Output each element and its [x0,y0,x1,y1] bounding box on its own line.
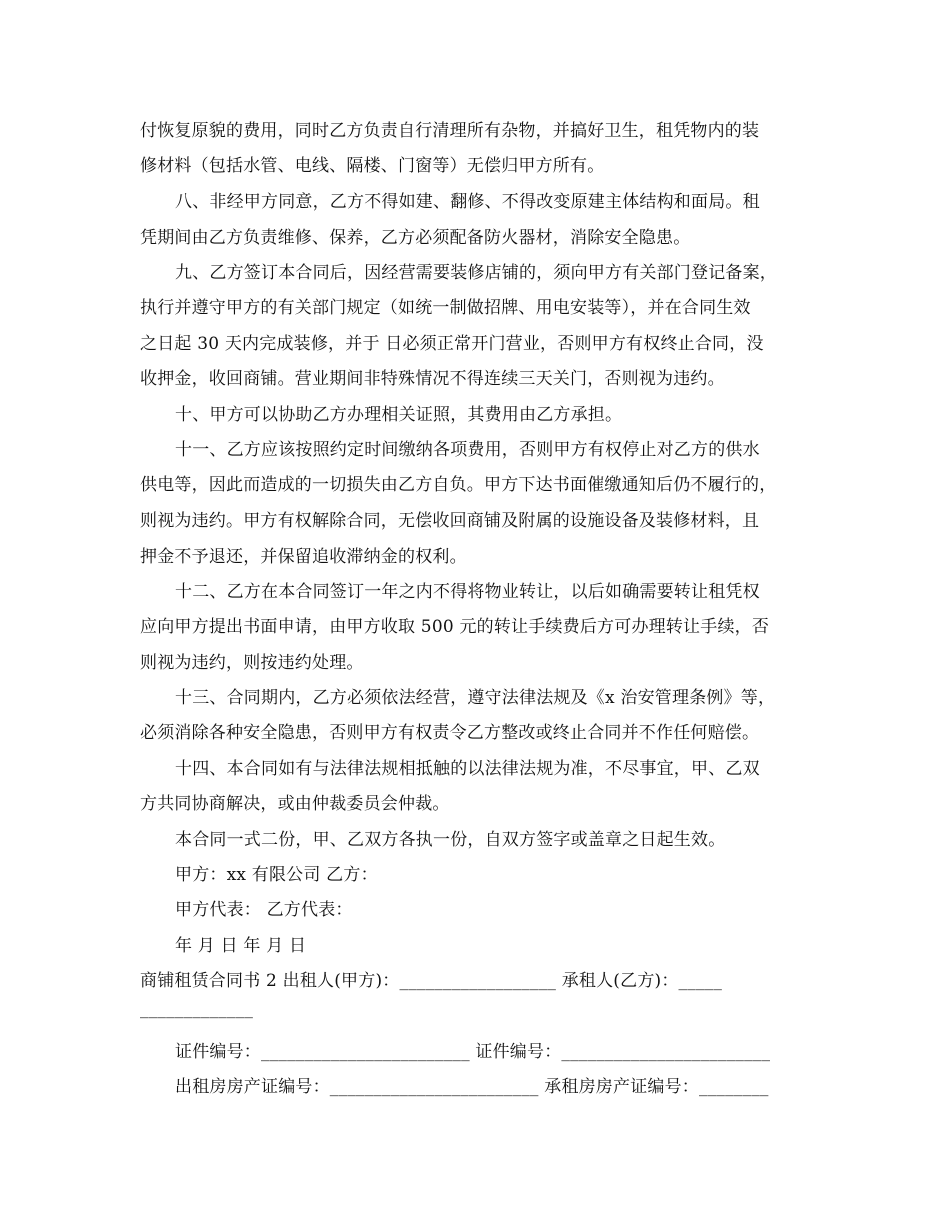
text-line: 应向甲方提出书面申请，由甲方收取 500 元的转让手续费后方可办理转让手续，否 [140,617,770,637]
text-line: 十四、本合同如有与法律法规相抵触的以法律法规为准，不尽事宜，甲、乙双 [175,759,760,779]
text-line: 押金不予退还，并保留追收滞纳金的权利。 [140,547,467,567]
text-line: 八、非经甲方同意，乙方不得如建、翻修、不得改变原建主体结构和面局。租 [175,192,760,212]
text-line: 则视为违约。甲方有权解除合同，无偿收回商铺及附属的设施设备及装修材料，且 [140,511,760,531]
text-line: 收押金，收回商铺。营业期间非特殊情况不得连续三天关门，否则视为违约。 [140,369,725,389]
text-line: 之日起 30 天内完成装修，并于 日必须正常开门营业，否则甲方有权终止合同，没 [140,334,764,354]
text-line: 修材料（包括水管、电线、隔楼、门窗等）无偿归甲方所有。 [140,156,605,176]
text-line: 方共同协商解决，或由仲裁委员会仲裁。 [140,794,450,814]
signature-line: 甲方代表： 乙方代表： [175,900,353,920]
text-line: 付恢复原貌的费用，同时乙方负责自行清理所有杂物，并搞好卫生，租凭物内的装 [140,121,760,141]
text-line: 本合同一式二份，甲、乙双方各执一份，自双方签字或盖章之日起生效。 [175,830,726,850]
text-line: 十、甲方可以协助乙方办理相关证照，其费用由乙方承担。 [175,405,623,425]
text-line: 则视为违约，则按违约处理。 [140,653,364,673]
text-line: 十二、乙方在本合同签订一年之内不得将物业转让，以后如确需要转让租凭权 [175,582,760,602]
text-line: 供电等，因此而造成的一切损失由乙方自负。甲方下达书面催缴通知后仍不履行的， [140,475,777,495]
text-line: _____________ [140,999,254,1019]
text-line: 凭期间由乙方负责维修、保养，乙方必须配备防火器材，消除安全隐患。 [140,228,691,248]
signature-line: 甲方：xx 有限公司 乙方： [175,865,378,885]
text-line: 十三、合同期内，乙方必须依法经营，遵守法律法规及《x 治安管理条例》等， [175,688,776,708]
form-field-line: 出租房房产证编号：________________________ 承租房房产证编号：________ [175,1077,769,1097]
text-line: 九、乙方签订本合同后，因经营需要装修店铺的，须向甲方有关部门登记备案， [175,263,777,283]
date-line: 年 月 日 年 月 日 [175,936,307,956]
text-line: 执行并遵守甲方的有关部门规定（如统一制做招牌、用电安装等），并在合同生效 [140,298,751,318]
contract-heading-line: 商铺租赁合同书 2 出租人(甲方)：__________________ 承租人(乙方)：_____ [140,971,723,991]
text-line: 必须消除各种安全隐患，否则甲方有权责令乙方整改或终止合同并不作任何赔偿。 [140,723,760,743]
form-field-line: 证件编号：________________________ 证件编号：________________________ [175,1042,771,1062]
text-line: 十一、乙方应该按照约定时间缴纳各项费用，否则甲方有权停止对乙方的供水 [175,440,760,460]
